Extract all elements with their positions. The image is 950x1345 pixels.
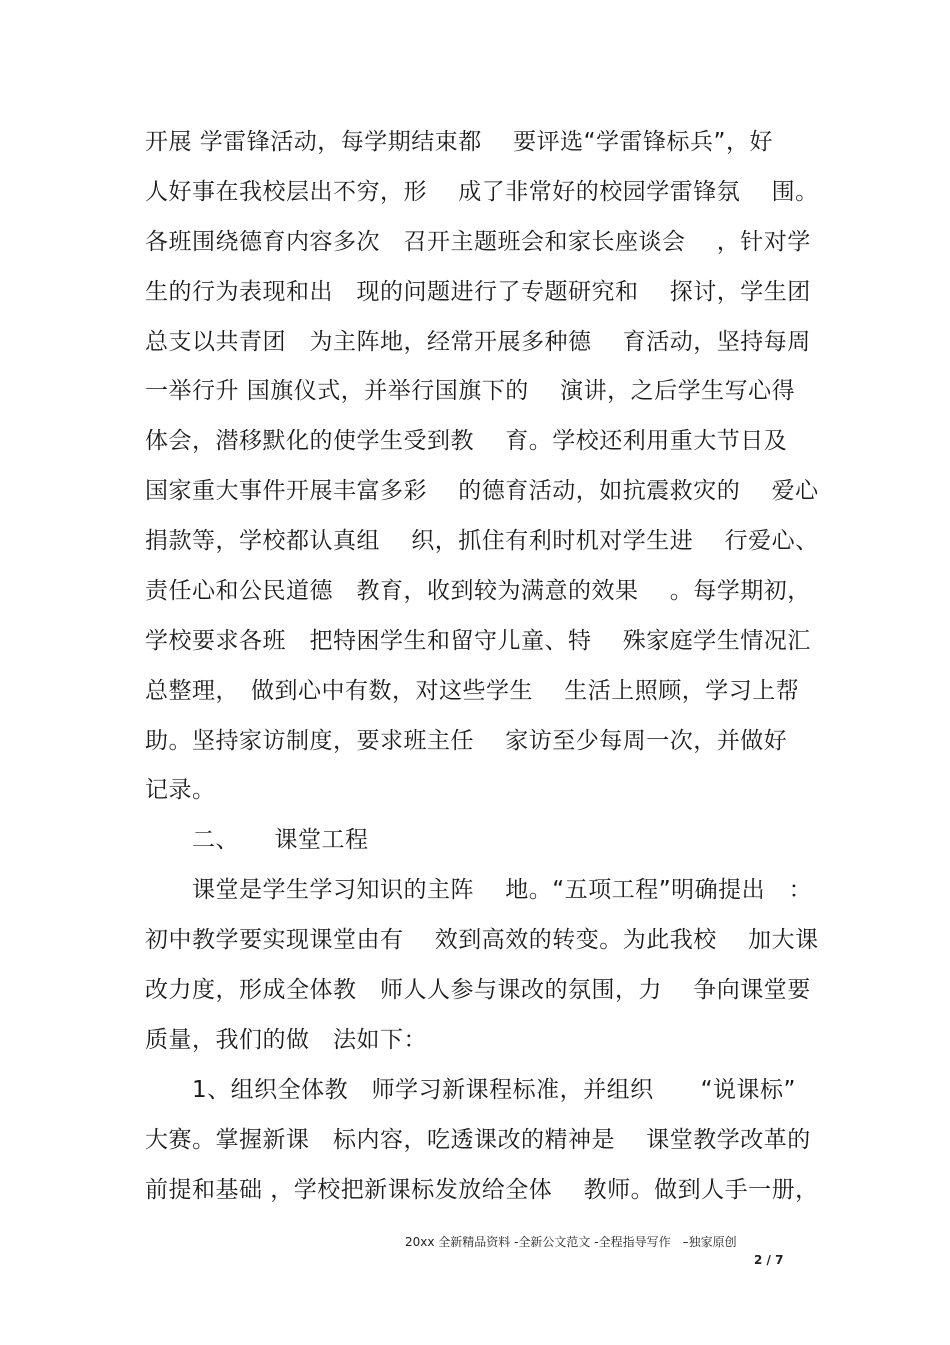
footer-caption: 20xx 全新精品资料 -全新公文范文 -全程指导写作 –独家原创 <box>405 1235 737 1249</box>
text-line: 记录。 <box>145 777 216 803</box>
page-number: 2 / 7 <box>754 1253 784 1267</box>
text-line: 助。坚持家访制度，要求班主任 家访至少每周一次，并做好 <box>145 728 788 754</box>
text-line: 生的行为表现和出 现的问题进行了专题研究和 探讨，学生团 <box>145 279 811 305</box>
text-line: 改力度，形成全体教 师人人参与课改的氛围，力 争向课堂要 <box>145 977 811 1003</box>
text-line: 课堂是学生学习知识的主阵 地。“五项工程”明确提出 ： <box>145 877 813 903</box>
text-line: 初中教学要实现课堂由有 效到高效的转变。为此我校 加大课 <box>145 927 819 953</box>
text-line: 体会，潜移默化的使学生受到教 育。学校还利用重大节日及 <box>145 428 788 454</box>
text-line: 大赛。掌握新课 标内容，吃透课改的精神是 课堂教学改革的 <box>145 1127 811 1153</box>
text-line: 前提和基础 ，学校把新课标发放给全体 教师。做到人手一册， <box>145 1177 819 1203</box>
text-line: 1、组织全体教 师学习新课程标准，并组织 “说课标” <box>145 1077 796 1103</box>
text-line: 一举行升 国旗仪式，并举行国旗下的 演讲，之后学生写心得 <box>145 378 796 404</box>
text-line: 学校要求各班 把特困学生和留守儿童、特 殊家庭学生情况汇 <box>145 628 811 654</box>
text-line: 各班围绕德育内容多次 召开主题班会和家长座谈会 ，针对学 <box>145 229 811 255</box>
text-line: 责任心和公民道德 教育，收到较为满意的效果 。每学期初， <box>145 578 811 604</box>
text-line: 国家重大事件开展丰富多彩 的德育活动，如抗震救灾的 爱心 <box>145 478 819 504</box>
text-line: 捐款等，学校都认真组 织，抓住有利时机对学生进 行爱心、 <box>145 528 819 554</box>
text-line: 总支以共青团 为主阵地，经常开展多种德 育活动，坚持每周 <box>145 329 811 355</box>
text-line: 质量，我们的做 法如下： <box>145 1027 427 1053</box>
text-line: 总整理， 做到心中有数，对这些学生 生活上照顾，学习上帮 <box>145 678 800 704</box>
text-line: 开展 学雷锋活动，每学期结束都 要评选“学雷锋标兵”，好 <box>145 129 773 155</box>
text-line: 人好事在我校层出不穷，形 成了非常好的校园学雷锋氛 围。 <box>145 179 819 205</box>
section-heading: 二、 课堂工程 <box>145 827 369 853</box>
